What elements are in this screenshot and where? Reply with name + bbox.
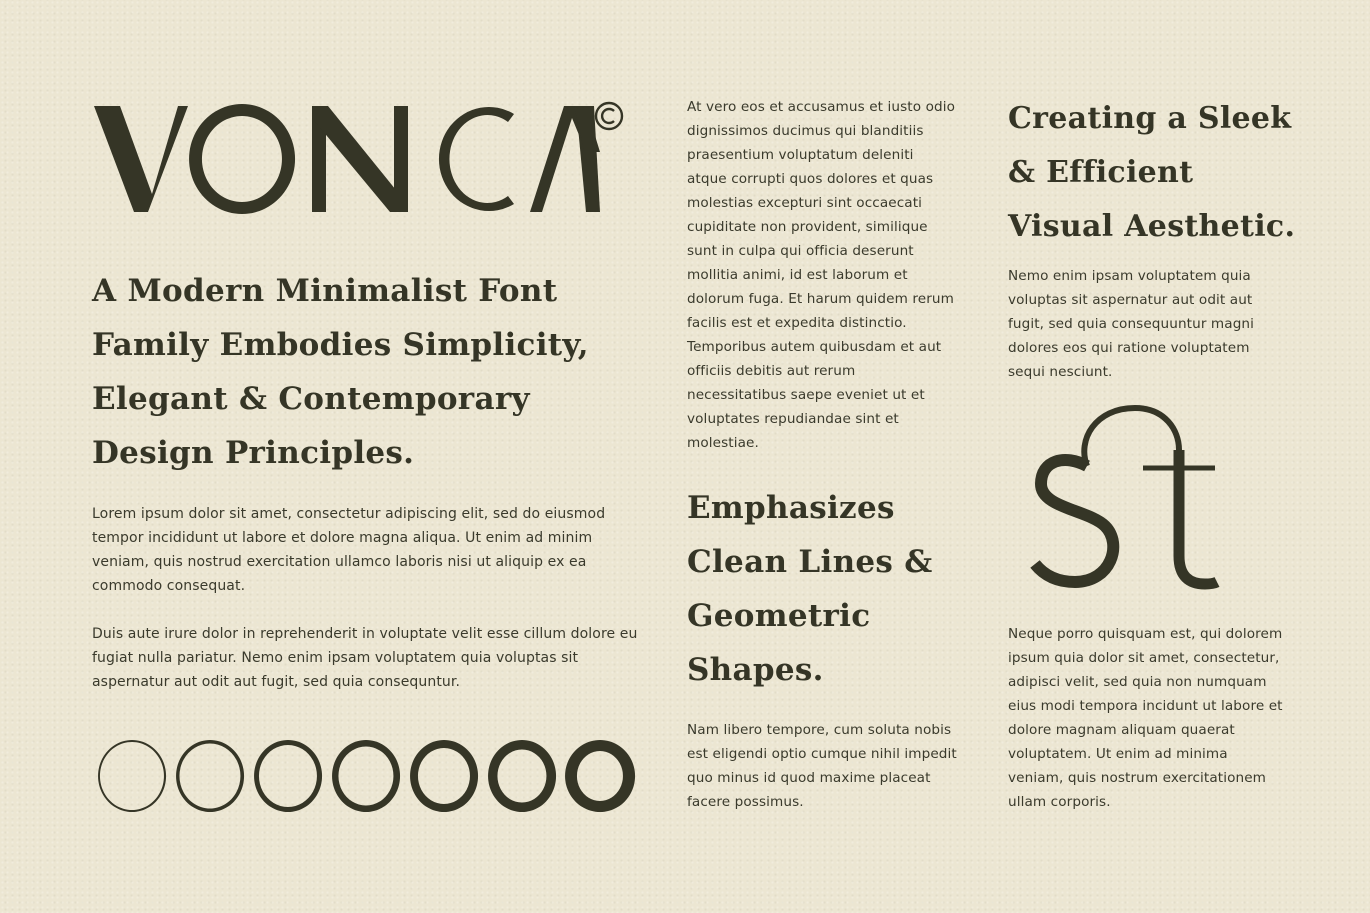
lorem-paragraph-2: Duis aute irure dolor in reprehenderit in voluptate velit esse cillum dolore eu fugiat nulla pariatur. Nemo enim ipsam voluptatem quia voluptas sit aspernatur aut odit aut fugit, sed quia consequntur.	[92, 626, 638, 690]
nemo-paragraph: Nemo enim ipsam voluptatem quia voluptas sit aspernatur aut odit aut fugit, sed quia consequuntur magni dolores eos qui ratione voluptatem sequi nesciunt.	[1008, 268, 1255, 380]
nam-libero-paragraph: Nam libero tempore, cum soluta nobis est eligendi optio cumque nihil impedit quo minus id quod maxime placeat facere possimus.	[687, 722, 957, 810]
neque-paragraph: Neque porro quisquam est, qui dolorem ipsum quia dolor sit amet, consectetur, adipisci velit, sed quia non numquam eius modi tempora incidunt ut labore et dolore magnam aliquam quaerat voluptatem. Ut enim ad minima veniam, quis nostrum exercitationem ullam corporis.	[1008, 626, 1283, 810]
logo-text: VONCA	[90, 96, 94, 97]
lorem-paragraph-1: Lorem ipsum dolor sit amet, consectetur adipiscing elit, sed do eiusmod tempor incididunt ut labore et dolore magna aliqua. Ut enim ad minim veniam, quis nostrud exercitation ullamco laboris nisi ut aliquip ex ea commodo consequat.	[92, 506, 606, 594]
vonca-logo	[90, 96, 635, 226]
st-ligature-icon	[1025, 400, 1225, 595]
main-heading: A Modern Minimalist Font Family Embodies Simplicity, Elegant & Contemporary Design Principles.	[92, 273, 589, 471]
emphasizes-heading: Emphasizes Clean Lines & Geometric Shapes.	[687, 490, 933, 688]
circle-weights-icon	[92, 736, 637, 816]
creating-heading: Creating a Sleek & Efficient Visual Aesthetic.	[1008, 101, 1296, 244]
at-vero-paragraph: At vero eos et accusamus et iusto odio dignissimos ducimus qui blanditiis praesentium voluptatum deleniti atque corrupti quos dolores et quas molestias excepturi sint occaecati cupiditate non provident, similique sunt in culpa qui officia deserunt mollitia animi, id est laborum et dolorum fuga. Et harum quidem rerum facilis est et expedita distinctio. Temporibus autem quibusdam et aut officiis debitis aut rerum necessitatibus saepe eveniet ut et voluptates repudiandae sint et molestiae.	[687, 99, 956, 451]
